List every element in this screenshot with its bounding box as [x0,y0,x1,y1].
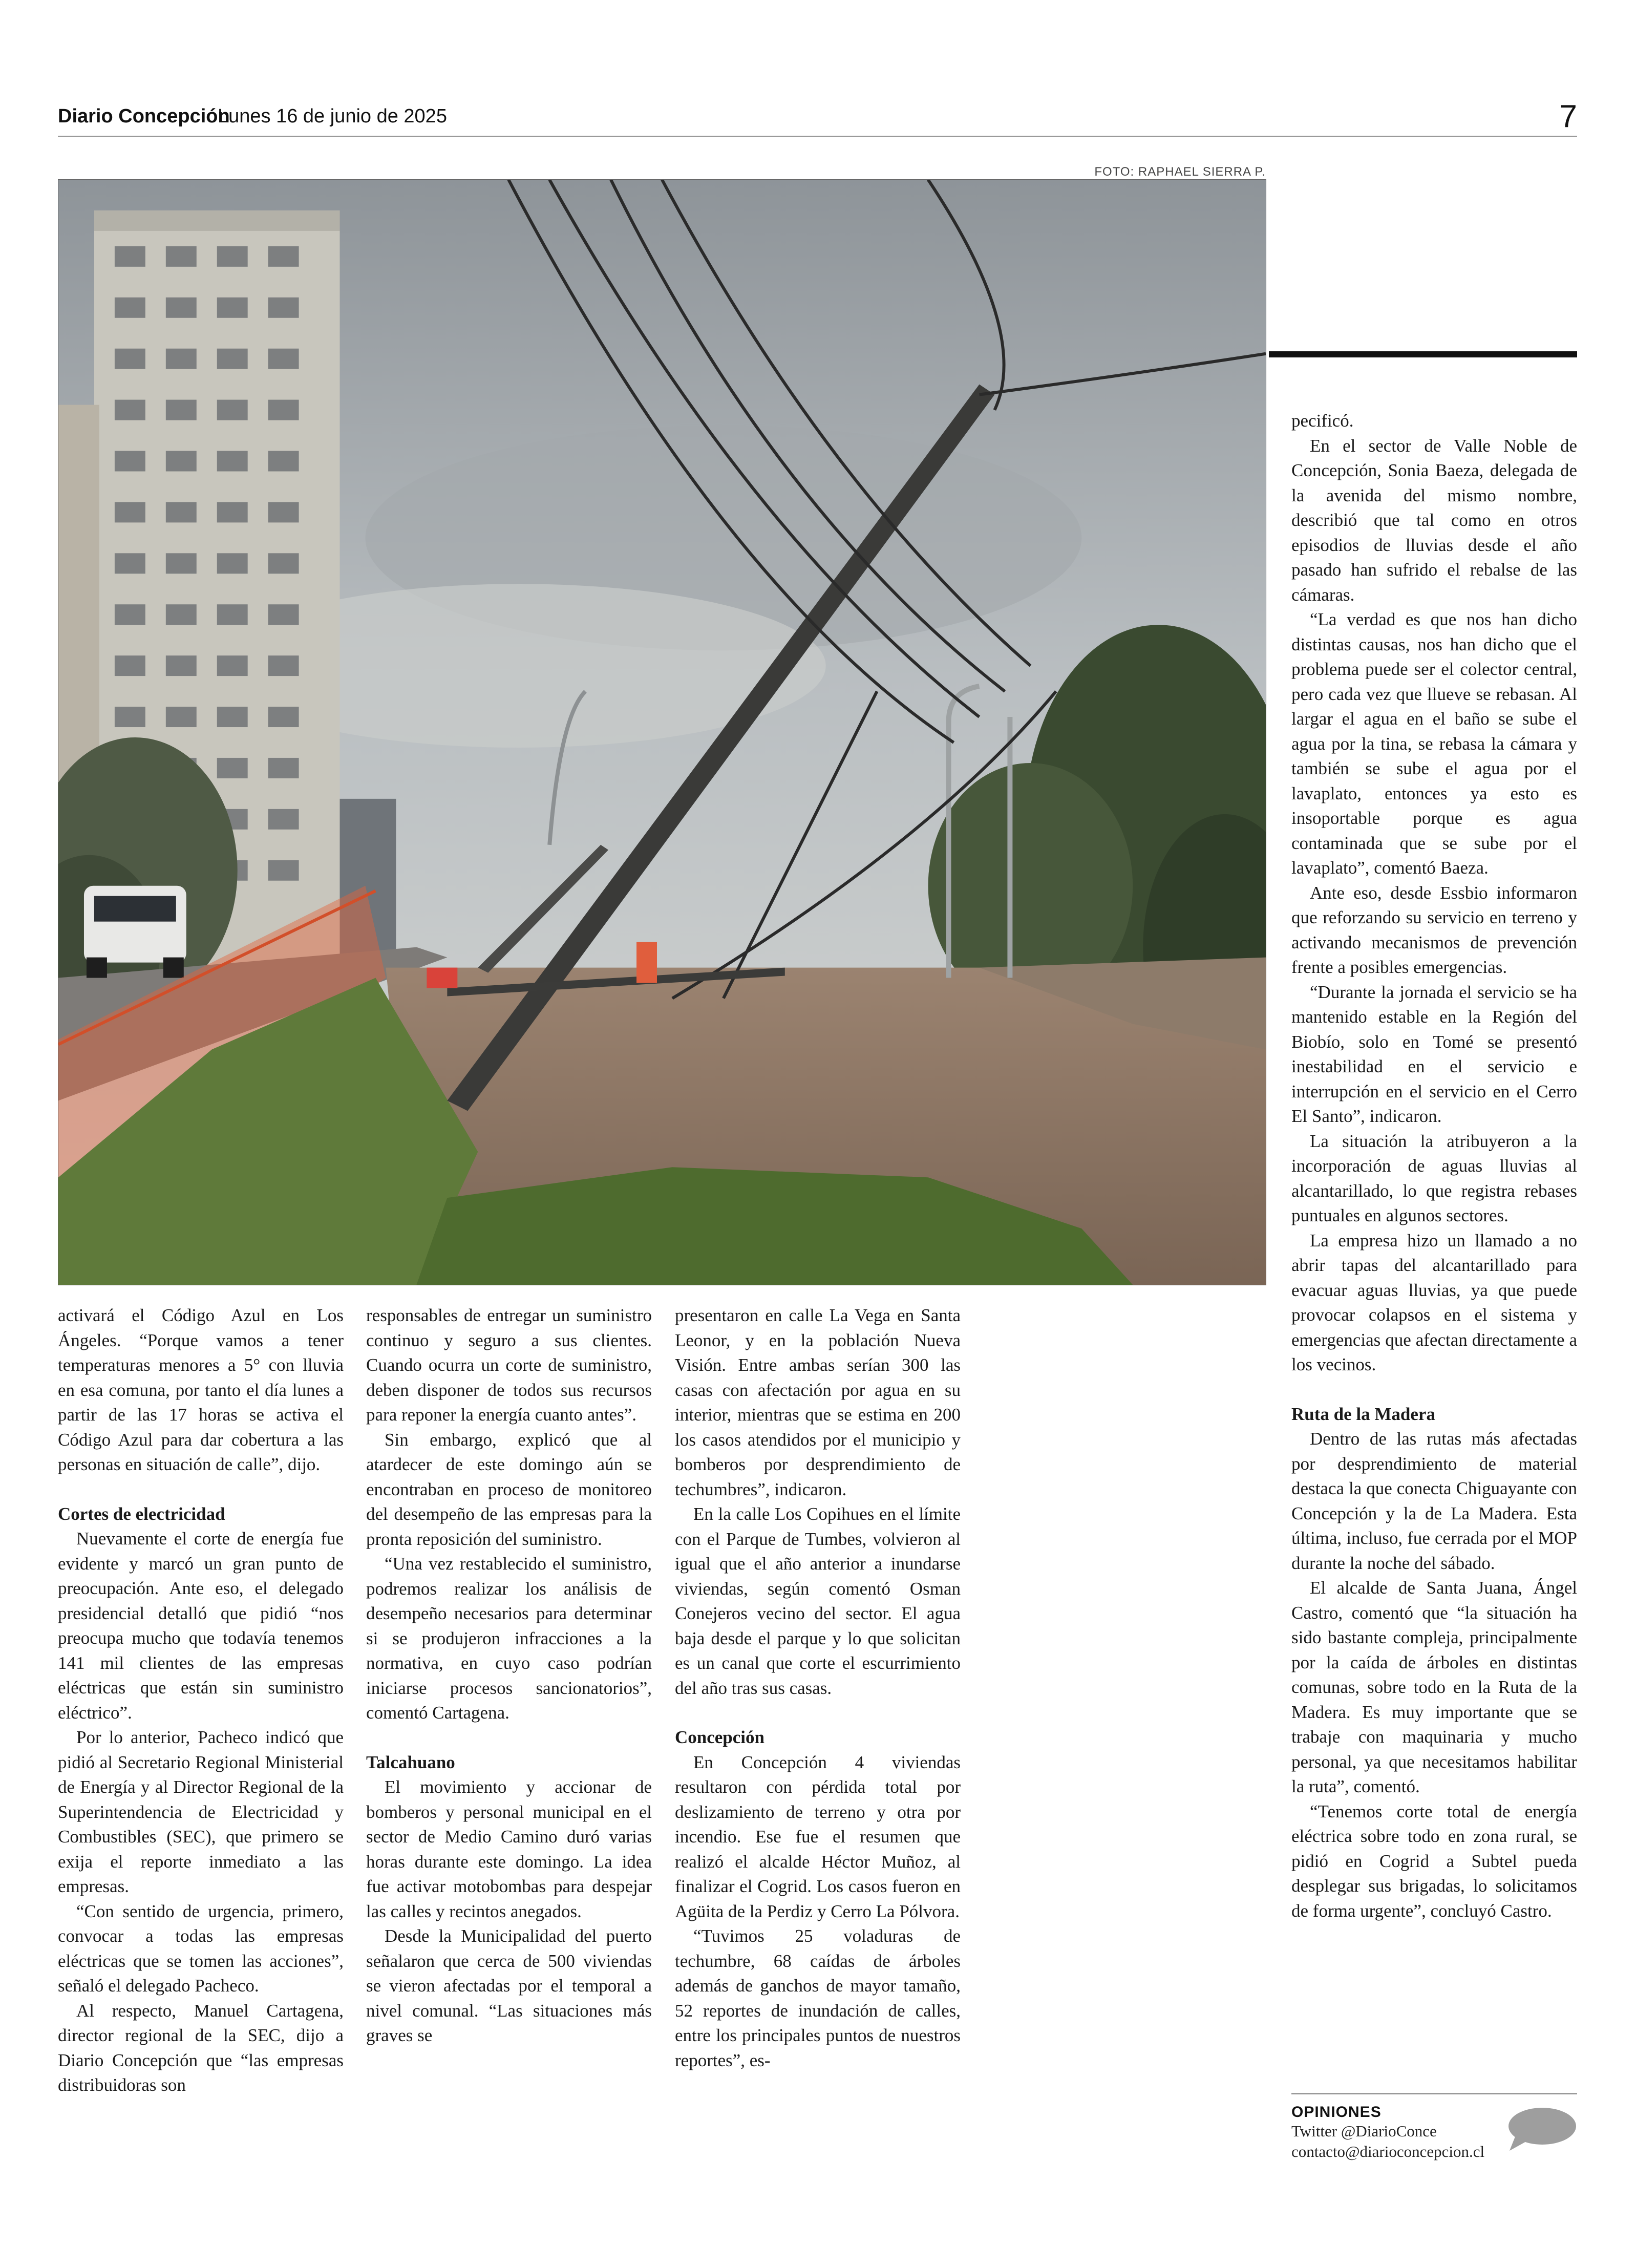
paragraph: Al respecto, Manuel Cartagena, director regional de la SEC, dijo a Diario Concepción que “las empresas distribuidoras son [58,2000,344,2095]
paragraph: El movimiento y accionar de bomberos y personal municipal en el sector de Medio Camino duró varias horas durante este domingo. La idea fue activar motobombas para despejar las calles y recintos anegados. [366,1777,652,1921]
paragraph: “La verdad es que nos han dicho distintas causas, nos han dicho que el problema puede ser el colector central, pero cada vez que llueve se rebasan. Al largar el agua en el baño se sube el agua por la tina, se rebasa la cámara y también se sube el agua por el lavaplato, entonces ya esto es insoportable porque es agua contaminada que se sube por el lavaplato”, comentó Baeza. [1291,609,1577,878]
paragraph: Por lo anterior, Pacheco indicó que pidió al Secretario Regional Ministerial de Energía y al Director Regional de la Superintendencia de Electricidad y Combustibles (SEC), que primero se exija el reporte inmediato a las empresas. [58,1727,344,1896]
column-top-rule [1269,351,1577,357]
subheading-ruta-madera: Ruta de la Madera [1291,1404,1435,1424]
paragraph: Ante eso, desde Essbio informaron que reforzando su servicio en terreno y activando mecanismos de prevención frente a posibles emergencias. [1291,882,1577,977]
twitter-handle[interactable]: Twitter @DiarioConce [1291,2122,1437,2140]
article-column-1 [58,1303,344,2098]
paragraph: La empresa hizo un llamado a no abrir tapas del alcantarillado para evacuar aguas lluvias, ya que puede provocar colapsos en el sistema y emergencias que afectan directamente a los vecinos. [1291,1230,1577,1374]
paragraph: En la calle Los Copihues en el límite con el Parque de Tumbes, volvieron al igual que el año anterior a inundarse viviendas, según comentó Osman Conejeros vecino del sector. El agua baja desde el parque y lo que solicitan es un canal que corte el escurrimiento del año tras sus casas. [675,1504,961,1698]
article-column-3 [675,1303,961,2073]
paragraph: “Durante la jornada el servicio se ha mantenido estable en la Región del Biobío, solo en Tomé se presentó inestabilidad en el servicio e interrupción en el servicio en el Cerro El Santo”, indicaron. [1291,982,1577,1126]
opinions-label: OPINIONES [1291,2104,1382,2121]
article-column-2 [366,1303,652,2048]
newspaper-name: Diario Concepción [58,105,230,127]
paragraph: presentaron en calle La Vega en Santa Leonor, y en la población Nueva Visión. Entre ambas serían 300 las casas con afectación por agua en su interior, mientras que se estima en 200 los casos atendidos por el municipio y bomberos por desprendimiento de techumbres”, indicaron. [675,1305,961,1499]
paragraph: responsables de entregar un suministro continuo y seguro a sus clientes. Cuando ocurra un corte de suministro, deben disponer de todos sus recursos para reponer la energía cuanto antes”. [366,1305,652,1425]
fallen-poles-illustration [58,180,1266,1285]
subheading-cortes: Cortes de electricidad [58,1503,225,1524]
paragraph: En Concepción 4 viviendas resultaron con pérdida total por deslizamiento de terreno y otra por incendio. Ese fue el resumen que realizó el alcalde Héctor Muñoz, al finalizar el Cogrid. Los casos fueron en Agüita de la Perdiz y Cerro La Pólvora. [675,1752,961,1921]
paragraph: Nuevamente el corte de energía fue evidente y marcó un gran punto de preocupación. Ante eso, el delegado presidencial detalló que pidió “nos preocupa mucho que todavía tenemos 141 mil clientes de las empresas eléctricas que están sin suministro eléctrico”. [58,1529,344,1723]
photo-credit: FOTO: RAPHAEL SIERRA P. [1094,165,1266,179]
paragraph: La situación la atribuyeron a la incorporación de aguas lluvias al alcantarillado, lo que registra rebases puntuales en algunos sectores. [1291,1131,1577,1225]
paragraph: “Tenemos corte total de energía eléctrica sobre todo en zona rural, se pidió en Cogrid a Subtel pueda desplegar sus brigadas, lo solicitamos de forma urgente”, concluyó Castro. [1291,1801,1577,1921]
paragraph: “Tuvimos 25 voladuras de techumbre, 68 caídas de árboles además de ganchos de mayor tamaño, 52 reportes de inundación de calles, entre los principales puntos de nuestros reportes”, es- [675,1926,961,2070]
paragraph: Desde la Municipalidad del puerto señalaron que cerca de 500 viviendas se vieron afectadas por el temporal a nivel comunal. “Las situaciones más graves se [366,1926,652,2045]
paragraph: “Una vez restablecido el suministro, podremos realizar los análisis de desempeño necesarios para determinar si se produjeron infracciones a la normativa, en cuyo caso podrían iniciarse procesos sancionatorios”, comentó Cartagena. [366,1554,652,1723]
subheading-concepcion: Concepción [675,1727,764,1747]
paragraph: Sin embargo, explicó que al atardecer de este domingo aún se encontraban en proceso de monitoreo del desempeño de las empresas para la pronta reposición del suministro. [366,1429,652,1549]
opinions-box [1291,2093,1577,2162]
speech-bubble-icon [1505,2106,1577,2152]
page-header [58,101,1577,137]
page-number: 7 [1559,99,1577,134]
paragraph: “Con sentido de urgencia, primero, convocar a todas las empresas eléctricas que se tomen las acciones”, señaló el delegado Pacheco. [58,1901,344,1996]
paragraph: Dentro de las rutas más afectadas por desprendimiento de material destaca la que conecta Chiguayante con Concepción y la de La Madera. Esta última, incluso, fue cerrada por el MOP durante la noche del sábado. [1291,1429,1577,1573]
main-photo [58,179,1266,1285]
paragraph: En el sector de Valle Noble de Concepción, Sonia Baeza, delegada de la avenida del mismo nombre, describió que tal como en otros episodios de lluvias desde el año pasado han sufrido el rebalse de las cámaras. [1291,435,1577,605]
paragraph: pecificó. [1291,411,1354,431]
issue-date: Lunes 16 de junio de 2025 [218,105,447,127]
subheading-talcahuano: Talcahuano [366,1752,455,1772]
article-column-4 [1291,409,1577,1923]
contact-email[interactable]: contacto@diarioconcepcion.cl [1291,2143,1485,2160]
paragraph: activará el Código Azul en Los Ángeles. “Porque vamos a tener temperaturas menores a 5° con lluvia en esa comuna, por tanto el día lunes a partir de las 17 horas se activa el Código Azul para dar cobertura a las personas en situación de calle”, dijo. [58,1305,344,1474]
paragraph: El alcalde de Santa Juana, Ángel Castro, comentó que “la situación ha sido bastante compleja, principalmente por la caída de árboles en distintas comunas, sobre todo en la Ruta de la Madera. Es muy importante que se trabaje con maquinaria y mucho personal, ya que necesitamos habilitar la ruta”, comentó. [1291,1578,1577,1796]
